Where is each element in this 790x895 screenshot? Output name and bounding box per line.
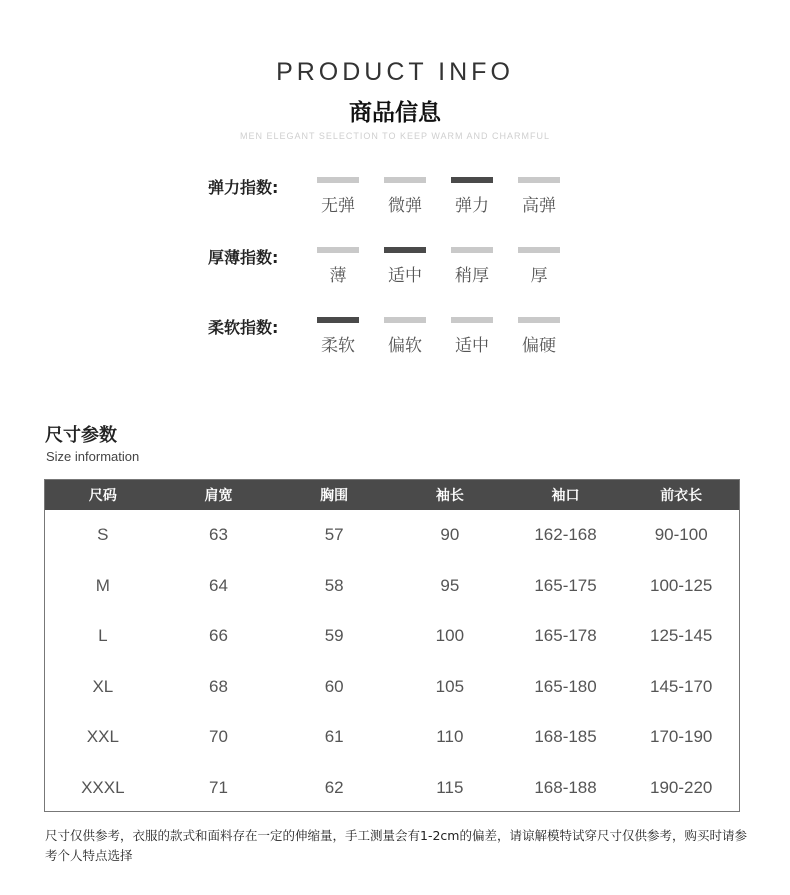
table-cell: L: [98, 626, 108, 646]
index-bar: [518, 317, 560, 323]
table-cell: XXXL: [81, 777, 125, 797]
title-cn: 商品信息: [349, 100, 441, 126]
index-option-label: 薄: [329, 266, 347, 286]
table-cell: 105: [435, 676, 465, 696]
table-cell: 100: [435, 626, 465, 646]
index-option-label: 微弹: [388, 196, 422, 216]
index-bar: [317, 247, 359, 253]
table-cell: 110: [436, 727, 464, 747]
index-bar: [317, 317, 359, 323]
table-cell: 95: [440, 575, 460, 595]
table-cell: 61: [324, 727, 344, 747]
table-row: [45, 763, 739, 814]
table-cell: 168-185: [534, 727, 597, 747]
column-header: 尺码: [88, 488, 117, 504]
table-cell: 59: [324, 626, 344, 646]
table-cell: S: [97, 525, 109, 545]
index-label: 厚薄指数:: [208, 248, 279, 267]
table-cell: 90-100: [654, 525, 708, 545]
table-cell: 64: [209, 575, 228, 595]
table-row: [45, 662, 739, 713]
column-header: 胸围: [320, 488, 349, 504]
index-bar: [518, 247, 560, 253]
index-option-label: 厚: [530, 266, 548, 286]
table-cell: XL: [92, 676, 114, 696]
table-cell: 190-220: [650, 777, 713, 797]
index-option-label: 高弹: [522, 196, 556, 216]
size-table: [44, 479, 740, 812]
table-row: [45, 611, 739, 662]
index-option-label: 稍厚: [455, 266, 489, 286]
table-header: [45, 480, 739, 510]
index-option-label: 偏硬: [522, 336, 556, 356]
table-body: [45, 510, 739, 813]
table-cell: 170-190: [650, 727, 713, 747]
index-label: 弹力指数:: [208, 178, 279, 197]
index-option-label: 适中: [388, 266, 422, 286]
column-header: 前衣长: [660, 488, 703, 504]
index-bar: [384, 317, 426, 323]
index-option-label: 弹力: [455, 196, 489, 216]
table-cell: M: [95, 575, 110, 595]
table-cell: 145-170: [650, 676, 713, 696]
index-bar: [317, 177, 359, 183]
table-cell: 66: [209, 626, 228, 646]
index-option-label: 适中: [455, 336, 489, 356]
index-bar: [384, 247, 426, 253]
table-cell: 168-188: [534, 777, 597, 797]
index-option-label: 偏软: [388, 336, 422, 356]
column-header: 袖长: [435, 488, 464, 504]
table-cell: 58: [324, 575, 344, 595]
size-section-subtitle: Size information: [46, 449, 140, 464]
table-cell: 125-145: [650, 626, 713, 646]
index-bar: [384, 177, 426, 183]
column-header: 袖口: [551, 488, 580, 504]
table-row: [45, 510, 739, 561]
table-cell: 71: [209, 777, 228, 797]
index-option-label: 无弹: [321, 196, 355, 216]
tagline: MEN ELEGANT SELECTION TO KEEP WARM AND CHARMFUL: [239, 131, 551, 141]
index-bar: [518, 177, 560, 183]
index-label: 柔软指数:: [208, 318, 279, 337]
index-option-label: 柔软: [321, 336, 355, 356]
index-bar: [451, 247, 493, 253]
table-cell: 115: [436, 777, 464, 797]
table-cell: 165-175: [534, 575, 597, 595]
table-cell: 63: [209, 525, 228, 545]
title-en: PRODUCT INFO: [276, 58, 514, 86]
index-bar: [451, 177, 493, 183]
index-bar: [451, 317, 493, 323]
table-row: [45, 561, 739, 612]
table-cell: 165-180: [534, 676, 597, 696]
table-cell: 100-125: [650, 575, 713, 595]
table-cell: 68: [209, 676, 228, 696]
column-header: 肩宽: [204, 488, 233, 504]
table-cell: 60: [324, 676, 344, 696]
size-note: 尺寸仅供参考，衣服的款式和面料存在一定的伸缩量，手工测量会有1-2cm的偏差，请谅解模特试穿尺寸仅供参考，购买时请参考个人特点选择: [45, 828, 747, 863]
table-cell: 162-168: [534, 525, 597, 545]
table-cell: 62: [324, 777, 344, 797]
table-cell: 165-178: [534, 626, 597, 646]
table-cell: 57: [324, 525, 344, 545]
table-cell: 70: [209, 727, 228, 747]
table-row: [45, 712, 739, 763]
table-cell: XXL: [86, 727, 119, 747]
size-section-title: 尺寸参数: [45, 425, 117, 446]
table-cell: 90: [440, 525, 460, 545]
